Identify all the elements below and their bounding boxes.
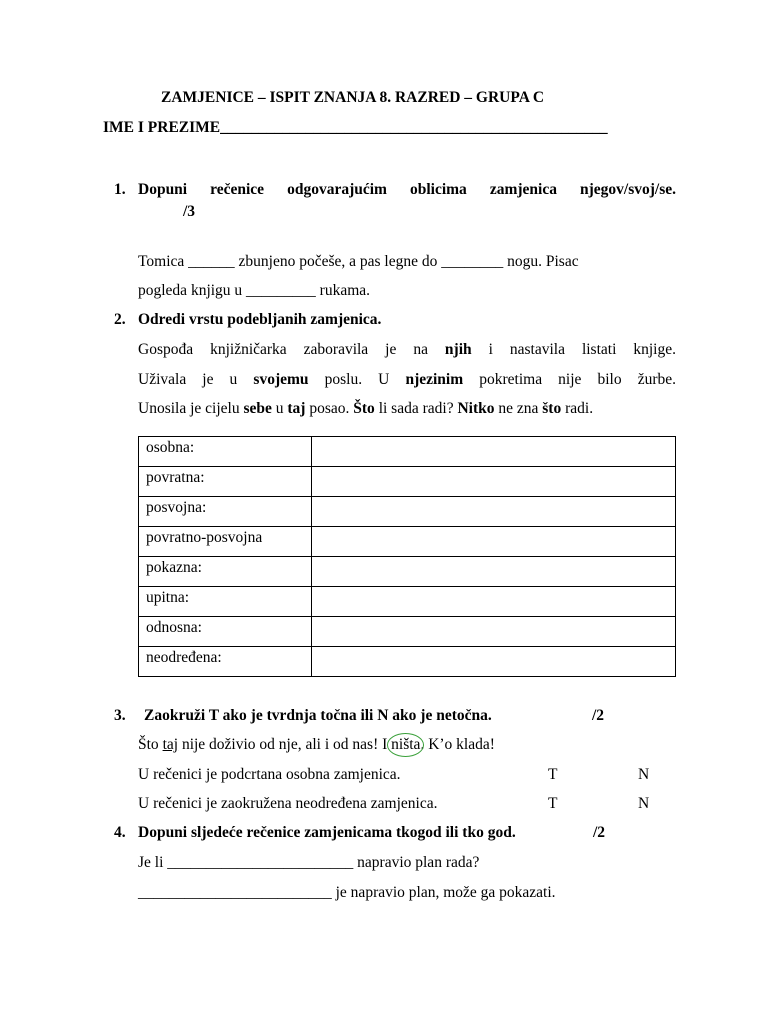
answer-cell[interactable]	[312, 467, 676, 497]
q2-text: Gospođa knjižničarka zaboravila je na	[138, 341, 445, 358]
name-line: __________________________________________________	[220, 119, 608, 136]
q3-text: . K’o klada!	[420, 736, 495, 753]
q3-statement-1: U rečenici je podcrtana osobna zamjenica.	[138, 766, 401, 783]
q2-text: li sada radi?	[374, 400, 458, 417]
q1-number: 1.	[114, 181, 126, 198]
q2-text: ne zna	[494, 400, 543, 417]
table-row	[139, 617, 676, 647]
pronoun-type-table	[138, 436, 676, 677]
name-field	[103, 118, 608, 138]
row-label: osobna:	[139, 437, 312, 467]
q2-text: pokretima nije bilo žurbe.	[463, 371, 676, 388]
table-row	[139, 467, 676, 497]
bold-pronoun: njih	[444, 341, 472, 358]
q4-line-1: Je li ________________________ napravio plan rada?	[138, 854, 480, 871]
table-row	[139, 527, 676, 557]
bold-pronoun: što	[542, 400, 562, 417]
q3-false-option-1[interactable]: N	[638, 766, 650, 783]
q3-points: /2	[592, 707, 605, 724]
q2-text-line-2	[138, 370, 676, 390]
q3-prompt: Zaokruži T ako je tvrdnja točna ili N ako je netočna.	[144, 707, 492, 724]
q1-prompt: Dopuni rečenice odgovarajućim oblicima zamjenica njegov/svoj/se.	[138, 181, 676, 198]
q3-true-option-2[interactable]: T	[548, 795, 558, 812]
row-label: odnosna:	[139, 617, 312, 647]
q2-text: i nastavila listati knjige.	[471, 341, 676, 358]
table-row	[139, 497, 676, 527]
answer-cell[interactable]	[312, 647, 676, 677]
answer-cell[interactable]	[312, 557, 676, 587]
q3-sentence	[138, 735, 495, 755]
answer-cell[interactable]	[312, 527, 676, 557]
q3-text: Što	[138, 736, 163, 753]
q2-number: 2.	[114, 311, 126, 328]
table-row	[139, 437, 676, 467]
q1-sentence-line-2: pogleda knjigu u _________ rukama.	[138, 282, 371, 299]
q2-text: Unosila je cijelu	[138, 400, 244, 417]
answer-cell[interactable]	[312, 617, 676, 647]
q2-prompt: Odredi vrstu podebljanih zamjenica.	[138, 311, 382, 328]
page-title: ZAMJENICE – ISPIT ZNANJA 8. RAZRED – GRUPA C	[161, 89, 545, 106]
bold-pronoun: Nitko	[457, 400, 495, 417]
row-label: povratna:	[139, 467, 312, 497]
underlined-pronoun: taj	[162, 736, 179, 753]
q1-points: /3	[183, 203, 196, 220]
answer-cell[interactable]	[312, 497, 676, 527]
q2-text: Uživala je u	[138, 371, 254, 388]
q4-line-2: _________________________ je napravio plan, može ga pokazati.	[138, 884, 556, 901]
q3-true-option-1[interactable]: T	[548, 766, 558, 783]
bold-pronoun: Što	[353, 400, 375, 417]
name-label: IME I PREZIME	[103, 119, 221, 136]
row-label: pokazna:	[139, 557, 312, 587]
q2-text: u	[271, 400, 288, 417]
row-label: posvojna:	[139, 497, 312, 527]
q2-text-line-1	[138, 340, 676, 360]
q3-number: 3.	[114, 707, 126, 724]
row-label: neodređena:	[139, 647, 312, 677]
row-label: upitna:	[139, 587, 312, 617]
table-row	[139, 647, 676, 677]
q1-line1-part-a: Tomica ______ zbunjeno poče	[138, 253, 329, 270]
answer-cell[interactable]	[312, 437, 676, 467]
q2-text: radi.	[561, 400, 594, 417]
q3-false-option-2[interactable]: N	[638, 795, 650, 812]
q1-line1-part-b: še, a pas legne do ________ nogu. Pisac	[328, 253, 579, 270]
q4-prompt: Dopuni sljedeće rečenice zamjenicama tkogod ili tko god.	[138, 824, 516, 841]
table-row	[139, 587, 676, 617]
q3-text: nije doživio od nje, ali i od nas! I	[178, 736, 392, 753]
bold-pronoun: sebe	[243, 400, 272, 417]
row-label: povratno-posvojna	[139, 527, 312, 557]
bold-pronoun: svojemu	[253, 371, 309, 388]
q2-text-line-3	[138, 399, 593, 419]
bold-pronoun: taj	[287, 400, 306, 417]
q2-text: poslu. U	[308, 371, 406, 388]
q3-statement-2: U rečenici je zaokružena neodređena zamjenica.	[138, 795, 438, 812]
q4-number: 4.	[114, 824, 126, 841]
circled-pronoun: ništa	[391, 736, 421, 753]
answer-cell[interactable]	[312, 587, 676, 617]
bold-pronoun: njezinim	[405, 371, 464, 388]
q1-sentence-line-1	[138, 252, 579, 272]
q4-points: /2	[593, 824, 606, 841]
table-row	[139, 557, 676, 587]
q2-text: posao.	[305, 400, 354, 417]
